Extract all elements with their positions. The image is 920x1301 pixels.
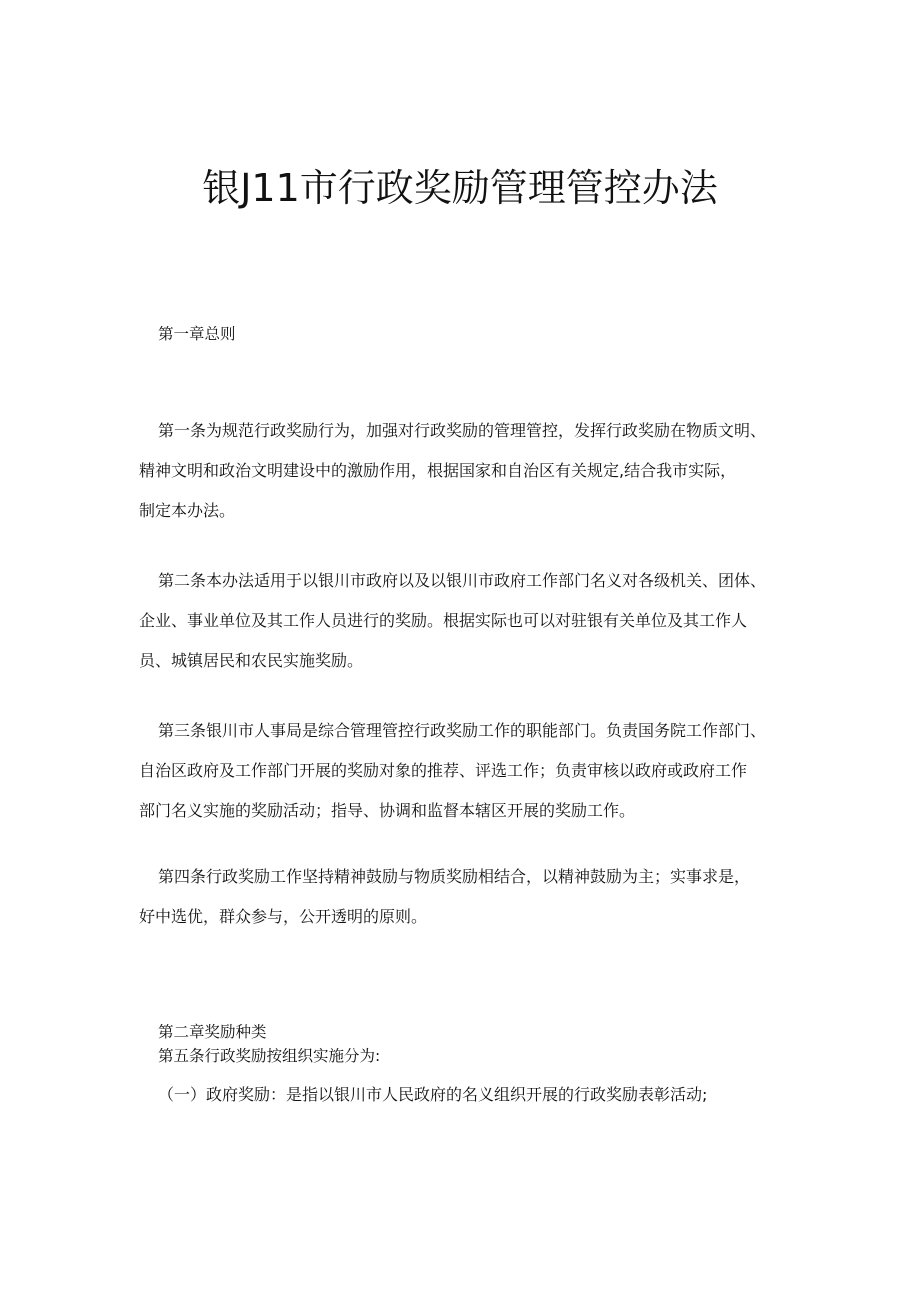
article-5: 第五条行政奖励按组织实施分为:	[158, 1047, 381, 1065]
article-4-line-2: 好中选优，群众参与，公开透明的原则。	[139, 907, 428, 926]
article-1-line-3: 制定本办法。	[139, 501, 236, 520]
chapter-1-heading-block	[139, 322, 809, 346]
article-1-line-1: 第一条为规范行政奖励行为，加强对行政奖励的管理管控，发挥行政奖励在物质文明、	[158, 421, 767, 440]
article-2-line-2: 企业、事业单位及其工作人员进行的奖励。根据实际也可以对驻银有关单位及其工作人	[139, 611, 748, 630]
article-3-line-3: 部门名义实施的奖励活动；指导、协调和监督本辖区开展的奖励工作。	[139, 801, 636, 820]
article-4	[139, 857, 809, 937]
chapter-1-heading: 第一章总则	[158, 325, 236, 343]
article-4-line-1: 第四条行政奖励工作坚持精神鼓励与物质奖励相结合，以精神鼓励为主；实事求是，	[158, 867, 751, 886]
article-1-line-2: 精神文明和政治文明建设中的激励作用，根据国家和自治区有关规定,结合我市实际，	[139, 461, 737, 480]
article-2	[139, 561, 809, 681]
article-5-item-1: （一）政府奖励：是指以银川市人民政府的名义组织开展的行政奖励表彰活动;	[158, 1085, 708, 1104]
article-5-item-1-block	[139, 1075, 809, 1115]
article-3-line-1: 第三条银川市人事局是综合管理管控行政奖励工作的职能部门。负责国务院工作部门、	[158, 721, 767, 740]
article-2-line-3: 员、城镇居民和农民实施奖励。	[139, 651, 364, 670]
chapter-2-block	[139, 1020, 809, 1068]
article-2-line-1: 第二条本办法适用于以银川市政府以及以银川市政府工作部门名义对各级机关、团体、	[158, 571, 767, 590]
article-1	[139, 411, 809, 531]
chapter-2-heading: 第二章奖励种类	[158, 1023, 267, 1041]
document-title: 银J11市行政奖励管理管控办法	[202, 166, 718, 210]
article-3-line-2: 自治区政府及工作部门开展的奖励对象的推荐、评选工作；负责审核以政府或政府工作	[139, 761, 748, 780]
article-3	[139, 711, 809, 831]
